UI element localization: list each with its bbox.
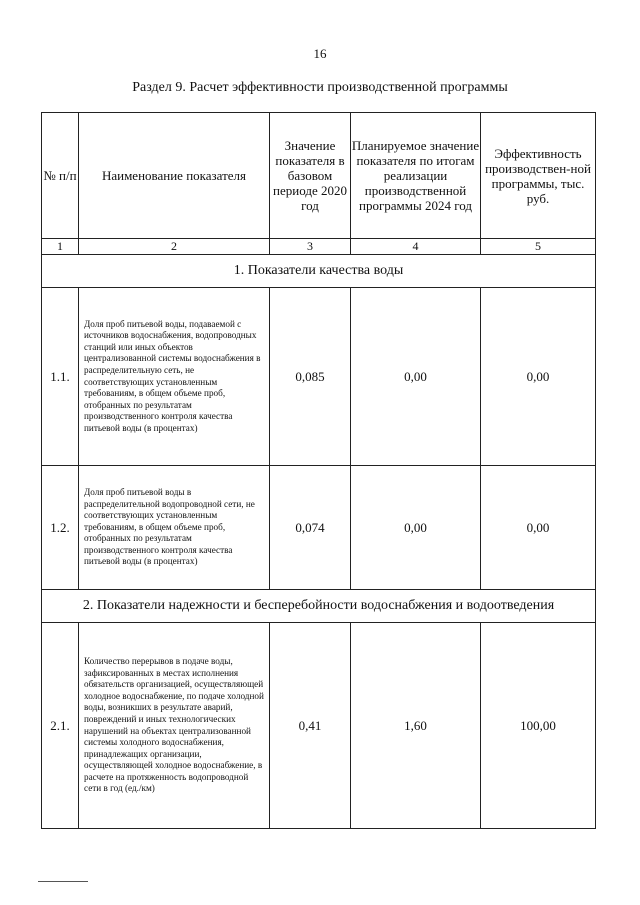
table-row [42, 623, 596, 829]
efficiency-value: 0,00 [481, 466, 596, 590]
header-efficiency: Эффективность производствен-ной программы, тыс. руб. [481, 113, 596, 239]
indicator-name: Количество перерывов в подаче воды, зафиксированных в местах исполнения обязательств организацией, осуществляющей холодное водоснабжение, по подаче холодной воды, возникших в результате аварий, повреждений и иных технологических нарушений на объектах централизованной системы холодного водоснабжения, принадлежащих организации, осуществляющей холодное водоснабжение, в расчете на протяженность водопроводной сети в год (ед./км) [79, 623, 270, 829]
footer-rule [38, 881, 88, 882]
column-number-row [42, 239, 596, 255]
section-title: Раздел 9. Расчет эффективности производственной программы [132, 80, 508, 95]
efficiency-value: 0,00 [481, 288, 596, 466]
column-number: 4 [351, 239, 481, 255]
group-row [42, 590, 596, 623]
column-number: 5 [481, 239, 596, 255]
planned-value: 0,00 [351, 466, 481, 590]
column-number: 2 [79, 239, 270, 255]
group-row [42, 255, 596, 288]
efficiency-table [41, 112, 596, 829]
header-planned-value: Планируемое значение показателя по итогам реализации производственной программы 2024 год [351, 113, 481, 239]
efficiency-value: 100,00 [481, 623, 596, 829]
column-number: 1 [42, 239, 79, 255]
indicator-name: Доля проб питьевой воды, подаваемой с источников водоснабжения, водопроводных станций или иных объектов централизованной системы водоснабжения в распределительную сеть, не соответствующих установленным требованиям, в общем объеме проб, отобранных по результатам производственного контроля качества питьевой воды (в процентах) [79, 288, 270, 466]
planned-value: 0,00 [351, 288, 481, 466]
page-number: 16 [313, 46, 327, 61]
column-number: 3 [270, 239, 351, 255]
header-number: № п/п [42, 113, 79, 239]
header-row [42, 113, 596, 239]
group-title-reliability: 2. Показатели надежности и бесперебойности водоснабжения и водоотведения [42, 590, 596, 623]
table-row [42, 288, 596, 466]
header-name: Наименование показателя [79, 113, 270, 239]
group-title-water-quality: 1. Показатели качества воды [42, 255, 596, 288]
table-row [42, 466, 596, 590]
row-number: 1.2. [42, 466, 79, 590]
planned-value: 1,60 [351, 623, 481, 829]
row-number: 2.1. [42, 623, 79, 829]
base-value: 0,41 [270, 623, 351, 829]
base-value: 0,074 [270, 466, 351, 590]
indicator-name: Доля проб питьевой воды в распределительной водопроводной сети, не соответствующих установленным требованиям, в общем объеме проб, отобранных по результатам производственного контроля качества питьевой воды (в процентах) [79, 466, 270, 590]
base-value: 0,085 [270, 288, 351, 466]
header-base-value: Значение показателя в базовом периоде 2020 год [270, 113, 351, 239]
row-number: 1.1. [42, 288, 79, 466]
